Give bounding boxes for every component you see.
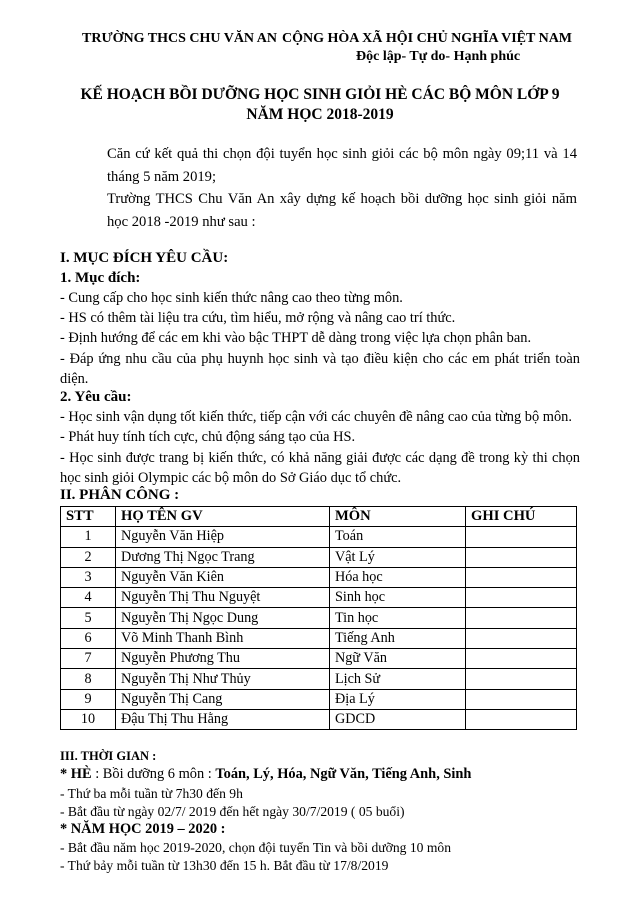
column-header-stt: STT	[61, 507, 116, 527]
row-note	[466, 527, 577, 547]
table-row	[61, 649, 577, 669]
requirement-item: - Phát huy tính tích cực, chủ động sáng tạo của HS.	[60, 429, 356, 445]
summer-schedule-item: - Bắt đầu từ ngày 02/7/ 2019 đến hết ngày 30/7/2019 ( 05 buổi)	[60, 804, 405, 819]
table-row	[61, 567, 577, 587]
purpose-item: - Định hướng để các em khi vào bậc THPT dễ dàng trong việc lựa chọn phân ban.	[60, 330, 532, 346]
row-stt: 2	[61, 547, 116, 567]
row-subject: Hóa học	[330, 567, 466, 587]
row-stt: 6	[61, 628, 116, 648]
document-title: KẾ HOẠCH BỒI DƯỠNG HỌC SINH GIỎI HÈ CÁC BỘ MÔN LỚP 9	[80, 86, 560, 103]
column-header-subject: MÔN	[330, 507, 466, 527]
row-note	[466, 608, 577, 628]
row-teacher: Nguyễn Văn Kiên	[116, 567, 330, 587]
row-subject: Tiếng Anh	[330, 628, 466, 648]
row-teacher: Võ Minh Thanh Bình	[116, 628, 330, 648]
row-stt: 10	[61, 709, 116, 729]
row-note	[466, 588, 577, 608]
table-row	[61, 527, 577, 547]
row-note	[466, 628, 577, 648]
republic-name: CỘNG HÒA XÃ HỘI CHỦ NGHĨA VIỆT NAM	[282, 31, 573, 46]
national-motto: Độc lập- Tự do- Hạnh phúc	[356, 49, 521, 64]
school-year-heading: * NĂM HỌC 2019 – 2020 :	[60, 821, 226, 837]
row-subject: Vật Lý	[330, 547, 466, 567]
table-row	[61, 669, 577, 689]
row-teacher: Nguyễn Phương Thu	[116, 649, 330, 669]
column-header-note: GHI CHÚ	[466, 507, 577, 527]
row-teacher: Nguyễn Thị Như Thủy	[116, 669, 330, 689]
requirements-heading: 2. Yêu cầu:	[60, 389, 132, 405]
row-subject: Ngữ Văn	[330, 649, 466, 669]
requirement-item: - Học sinh vận dụng tốt kiến thức, tiếp cận với các chuyên đề nâng cao của từng bộ môn.	[60, 409, 572, 425]
row-stt: 4	[61, 588, 116, 608]
row-subject: Toán	[330, 527, 466, 547]
purpose-item: - Cung cấp cho học sinh kiến thức nâng cao theo từng môn.	[60, 290, 403, 306]
row-teacher: Đậu Thị Thu Hằng	[116, 709, 330, 729]
summer-schedule-item: - Thứ ba mỗi tuần từ 7h30 đến 9h	[60, 786, 243, 801]
purpose-item: - HS có thêm tài liệu tra cứu, tìm hiểu, mở rộng và nâng cao trí thức.	[60, 310, 456, 326]
row-teacher: Nguyễn Thị Ngọc Dung	[116, 608, 330, 628]
row-stt: 1	[61, 527, 116, 547]
school-year-item: - Bắt đầu năm học 2019-2020, chọn đội tuyển Tin và bồi dưỡng 10 môn	[60, 840, 451, 855]
row-note	[466, 689, 577, 709]
purpose-item: - Đáp ứng nhu cầu của phụ huynh học sinh và tạo điều kiện cho các em phát triển toàn diện.	[60, 351, 580, 387]
row-note	[466, 649, 577, 669]
section-1-heading: I. MỤC ĐÍCH YÊU CẦU:	[60, 250, 229, 266]
school-name: TRƯỜNG THCS CHU VĂN AN	[82, 31, 277, 46]
summer-text: : Bồi dưỡng 6 môn :	[91, 766, 216, 782]
intro-paragraph-2: Trường THCS Chu Văn An xây dựng kế hoạch bồi dưỡng học sinh giỏi năm học 2018 -2019 như sau :	[107, 191, 577, 230]
purpose-heading: 1. Mục đích:	[60, 270, 141, 286]
section-3-heading: III. THỜI GIAN :	[60, 749, 157, 763]
summer-subjects: Toán, Lý, Hóa, Ngữ Văn, Tiếng Anh, Sinh	[215, 766, 472, 782]
row-note	[466, 669, 577, 689]
section-2-heading: II. PHÂN CÔNG :	[60, 487, 180, 503]
school-year-item: - Thứ bảy mỗi tuần từ 13h30 đến 15 h. Bắt đầu từ 17/8/2019	[60, 858, 389, 873]
row-subject: Tin học	[330, 608, 466, 628]
row-note	[466, 567, 577, 587]
column-header-teacher: HỌ TÊN GV	[116, 507, 330, 527]
row-stt: 3	[61, 567, 116, 587]
row-stt: 7	[61, 649, 116, 669]
table-header-row	[61, 507, 577, 527]
row-subject: GDCD	[330, 709, 466, 729]
table-row	[61, 547, 577, 567]
row-note	[466, 547, 577, 567]
table-row	[61, 608, 577, 628]
row-teacher: Nguyễn Văn Hiệp	[116, 527, 330, 547]
table-row	[61, 709, 577, 729]
row-subject: Địa Lý	[330, 689, 466, 709]
row-teacher: Nguyễn Thị Cang	[116, 689, 330, 709]
document-subtitle: NĂM HỌC 2018-2019	[246, 106, 394, 123]
assignment-table	[60, 506, 577, 730]
row-stt: 5	[61, 608, 116, 628]
row-note	[466, 709, 577, 729]
intro-paragraph-1: Căn cứ kết quả thi chọn đội tuyển học sinh giỏi các bộ môn ngày 09;11 và 14 tháng 5 năm 2019;	[107, 146, 577, 185]
row-teacher: Dương Thị Ngọc Trang	[116, 547, 330, 567]
row-subject: Sinh học	[330, 588, 466, 608]
summer-label: * HÈ	[60, 766, 92, 782]
requirement-item: - Học sinh được trang bị kiến thức, có khả năng giải được các dạng đề trong kỳ thi chọn học sinh giỏi Olympic các bộ môn do Sở Giáo dục tổ chức.	[60, 450, 580, 486]
table-row	[61, 588, 577, 608]
row-stt: 8	[61, 669, 116, 689]
row-stt: 9	[61, 689, 116, 709]
row-teacher: Nguyễn Thị Thu Nguyệt	[116, 588, 330, 608]
summer-line	[60, 766, 471, 783]
table-row	[61, 689, 577, 709]
row-subject: Lịch Sử	[330, 669, 466, 689]
table-row	[61, 628, 577, 648]
